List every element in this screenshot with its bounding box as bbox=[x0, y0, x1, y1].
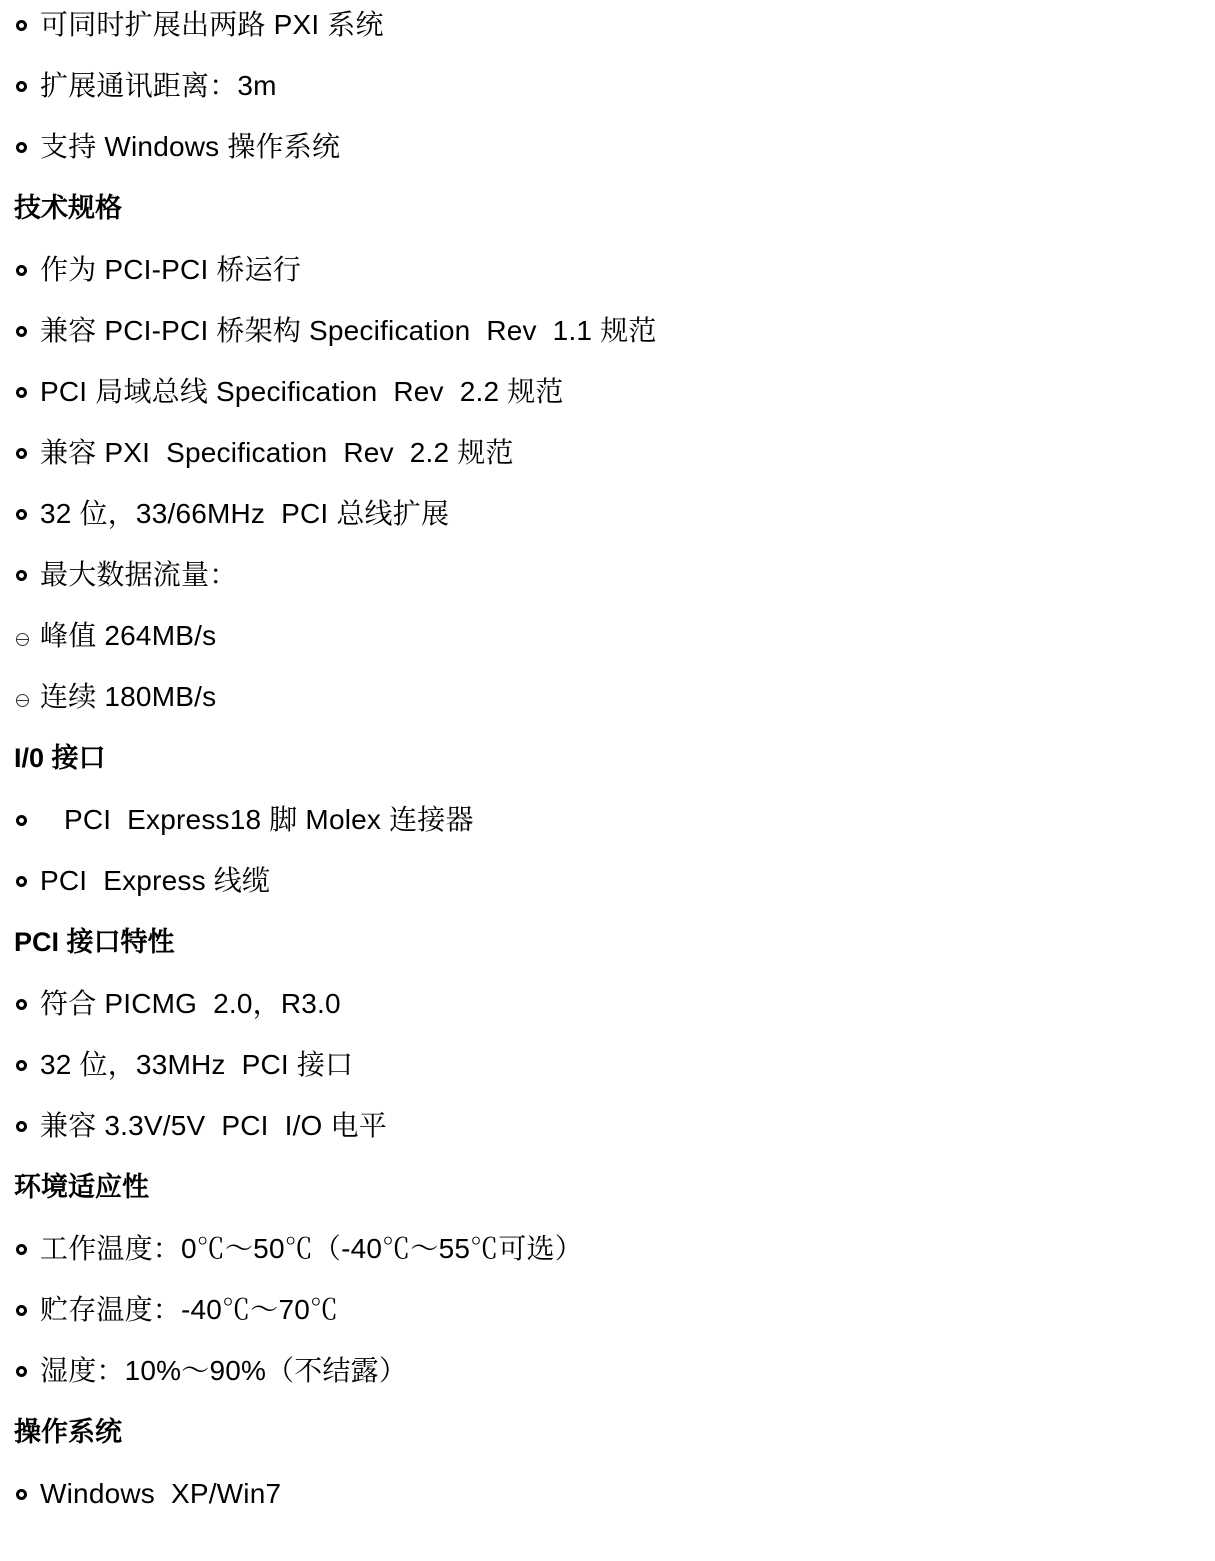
section-heading bbox=[14, 921, 1175, 983]
ring-bullet-icon bbox=[14, 432, 40, 474]
list-item-text: 作为 PCI-PCI 桥运行 bbox=[40, 254, 302, 285]
section-heading-text: I/0 接口 bbox=[14, 743, 106, 773]
list-item-text: 贮存温度：-40℃～70℃ bbox=[40, 1294, 339, 1325]
list-item-text: PCI Express18 脚 Molex 连接器 bbox=[40, 804, 474, 835]
list-item-text: 兼容 3.3V/5V PCI I/O 电平 bbox=[40, 1110, 387, 1141]
list-item bbox=[14, 4, 1175, 65]
list-item-text: 湿度：10%～90%（不结露） bbox=[40, 1355, 408, 1386]
sub-list-item bbox=[14, 615, 1175, 676]
list-item-text: 扩展通讯距离：3m bbox=[40, 70, 277, 101]
list-item-text: 可同时扩展出两路 PXI 系统 bbox=[40, 9, 384, 40]
list-item-text: Windows XP/Win7 bbox=[40, 1478, 282, 1509]
crossed-circle-bullet-icon bbox=[14, 615, 40, 657]
ring-bullet-icon bbox=[14, 310, 40, 352]
list-item bbox=[14, 983, 1175, 1044]
list-item bbox=[14, 554, 1175, 615]
sub-list-item-text: 峰值 264MB/s bbox=[40, 620, 217, 651]
list-item bbox=[14, 1289, 1175, 1350]
sub-list-item-text: 连续 180MB/s bbox=[40, 681, 217, 712]
list-item bbox=[14, 1350, 1175, 1411]
list-item bbox=[14, 1228, 1175, 1289]
crossed-circle-bullet-icon bbox=[14, 676, 40, 718]
ring-bullet-icon bbox=[14, 126, 40, 168]
list-item-text: 兼容 PXI Specification Rev 2.2 规范 bbox=[40, 437, 514, 468]
list-item-text: 支持 Windows 操作系统 bbox=[40, 131, 341, 162]
list-item bbox=[14, 126, 1175, 187]
list-item bbox=[14, 1473, 1175, 1534]
list-item bbox=[14, 493, 1175, 554]
list-item bbox=[14, 371, 1175, 432]
ring-bullet-icon bbox=[14, 249, 40, 291]
ring-bullet-icon bbox=[14, 493, 40, 535]
section-heading-text: 操作系统 bbox=[14, 1417, 122, 1447]
ring-bullet-icon bbox=[14, 1228, 40, 1270]
list-item-text: 32 位，33/66MHz PCI 总线扩展 bbox=[40, 498, 450, 529]
list-item bbox=[14, 249, 1175, 310]
list-item bbox=[14, 799, 1175, 860]
ring-bullet-icon bbox=[14, 1473, 40, 1515]
list-item-text: PCI 局域总线 Specification Rev 2.2 规范 bbox=[40, 376, 564, 407]
list-item-text: 兼容 PCI-PCI 桥架构 Specification Rev 1.1 规范 bbox=[40, 315, 657, 346]
ring-bullet-icon bbox=[14, 1105, 40, 1147]
ring-bullet-icon bbox=[14, 65, 40, 107]
ring-bullet-icon bbox=[14, 983, 40, 1025]
list-item-text: 32 位，33MHz PCI 接口 bbox=[40, 1049, 354, 1080]
ring-bullet-icon bbox=[14, 799, 40, 841]
list-item bbox=[14, 860, 1175, 921]
ring-bullet-icon bbox=[14, 554, 40, 596]
section-heading bbox=[14, 1166, 1175, 1228]
list-item-text: 符合 PICMG 2.0，R3.0 bbox=[40, 988, 341, 1019]
list-item bbox=[14, 65, 1175, 126]
ring-bullet-icon bbox=[14, 4, 40, 46]
sub-list-item bbox=[14, 676, 1175, 737]
list-item-text: 工作温度：0℃～50℃（-40℃～55℃可选） bbox=[40, 1233, 583, 1264]
section-heading bbox=[14, 187, 1175, 249]
ring-bullet-icon bbox=[14, 371, 40, 413]
section-heading bbox=[14, 1411, 1175, 1473]
list-item-text: PCI Express 线缆 bbox=[40, 865, 271, 896]
ring-bullet-icon bbox=[14, 1044, 40, 1086]
section-heading-text: PCI 接口特性 bbox=[14, 927, 175, 957]
list-item bbox=[14, 1044, 1175, 1105]
section-heading-text: 技术规格 bbox=[14, 193, 122, 223]
ring-bullet-icon bbox=[14, 1289, 40, 1331]
section-heading bbox=[14, 737, 1175, 799]
list-item bbox=[14, 432, 1175, 493]
list-item-text: 最大数据流量： bbox=[40, 559, 238, 590]
list-item bbox=[14, 310, 1175, 371]
section-heading-text: 环境适应性 bbox=[14, 1172, 149, 1202]
ring-bullet-icon bbox=[14, 860, 40, 902]
list-item bbox=[14, 1105, 1175, 1166]
ring-bullet-icon bbox=[14, 1350, 40, 1392]
